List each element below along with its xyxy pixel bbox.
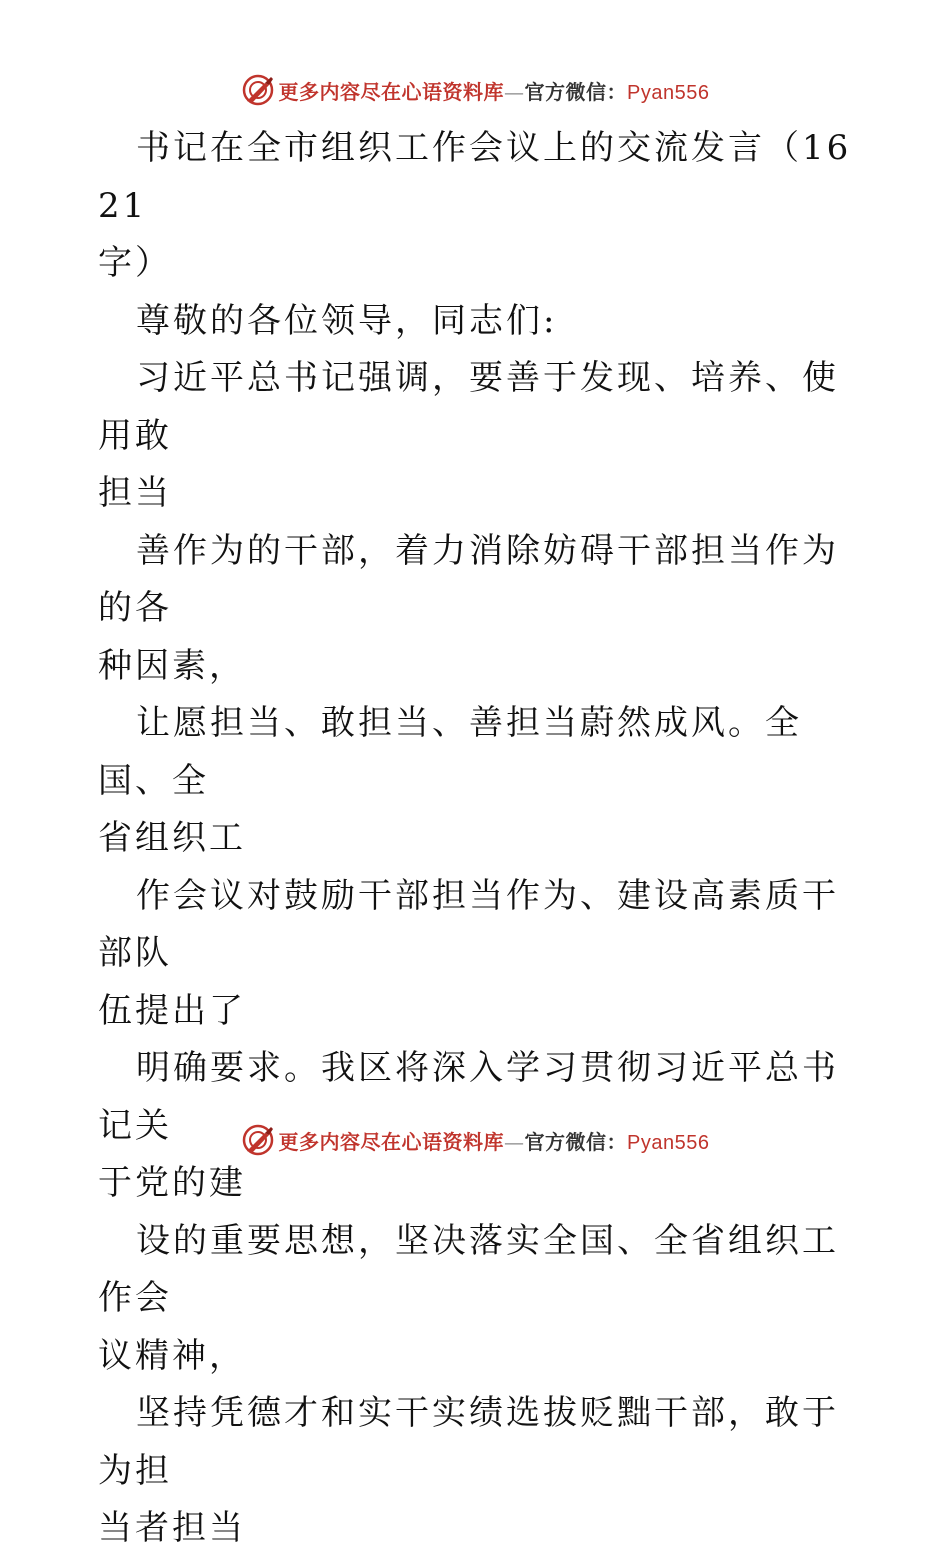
header-banner	[0, 70, 950, 110]
paragraph-line: 明确要求。我区将深入学习贯彻习近平总书记关	[98, 1048, 839, 1146]
paragraph-line: 善作为的干部，着力消除妨碍干部担当作为的各	[98, 530, 839, 628]
pen-circle-logo-icon	[241, 73, 275, 107]
banner-wechat-label: 官方微信：	[524, 79, 628, 104]
paragraph-line: 于党的建	[98, 1163, 246, 1203]
paragraph-line: 字）	[98, 243, 172, 283]
banner-wechat-id: Pyan556	[627, 81, 710, 104]
paragraph-line: 伍提出了	[98, 990, 246, 1031]
paragraph-line: 设的重要思想，坚决落实全国、全省组织工作会	[98, 1220, 839, 1318]
paragraph-line: 议精神，	[98, 1335, 246, 1376]
banner-main-text: 更多内容尽在心语资料库	[278, 79, 505, 104]
paragraph-line: 尊敬的各位领导，同志们:	[136, 300, 558, 341]
footer-banner	[0, 1120, 950, 1160]
banner-dash: —	[504, 79, 525, 104]
paragraph-line: 习近平总书记强调，要善于发现、培养、使用敢	[98, 358, 839, 456]
paragraph-line: 书记在全市组织工作会议上的交流发言（1621	[98, 128, 852, 226]
paragraph-line: 当者担当	[98, 1508, 246, 1548]
banner-text	[279, 76, 710, 105]
banner-text	[279, 1126, 710, 1155]
paragraph-line: 担当	[98, 473, 172, 513]
paragraph-line: 种因素，	[98, 645, 246, 686]
paragraph-line: 坚持凭德才和实干实绩选拔贬黜干部，敢于为担	[98, 1393, 839, 1491]
paragraph-line: 让愿担当、敢担当、善担当蔚然成风。全国、全	[98, 703, 802, 801]
banner-wechat-label: 官方微信：	[524, 1129, 628, 1154]
pen-circle-logo-icon	[241, 1123, 275, 1157]
paragraph-line: 作会议对鼓励干部担当作为、建设高素质干部队	[98, 875, 839, 973]
banner-wechat-id: Pyan556	[627, 1131, 710, 1154]
paragraph-line: 省组织工	[98, 818, 246, 858]
document-body	[98, 120, 858, 1558]
banner-main-text: 更多内容尽在心语资料库	[278, 1129, 505, 1154]
banner-dash: —	[504, 1129, 525, 1154]
